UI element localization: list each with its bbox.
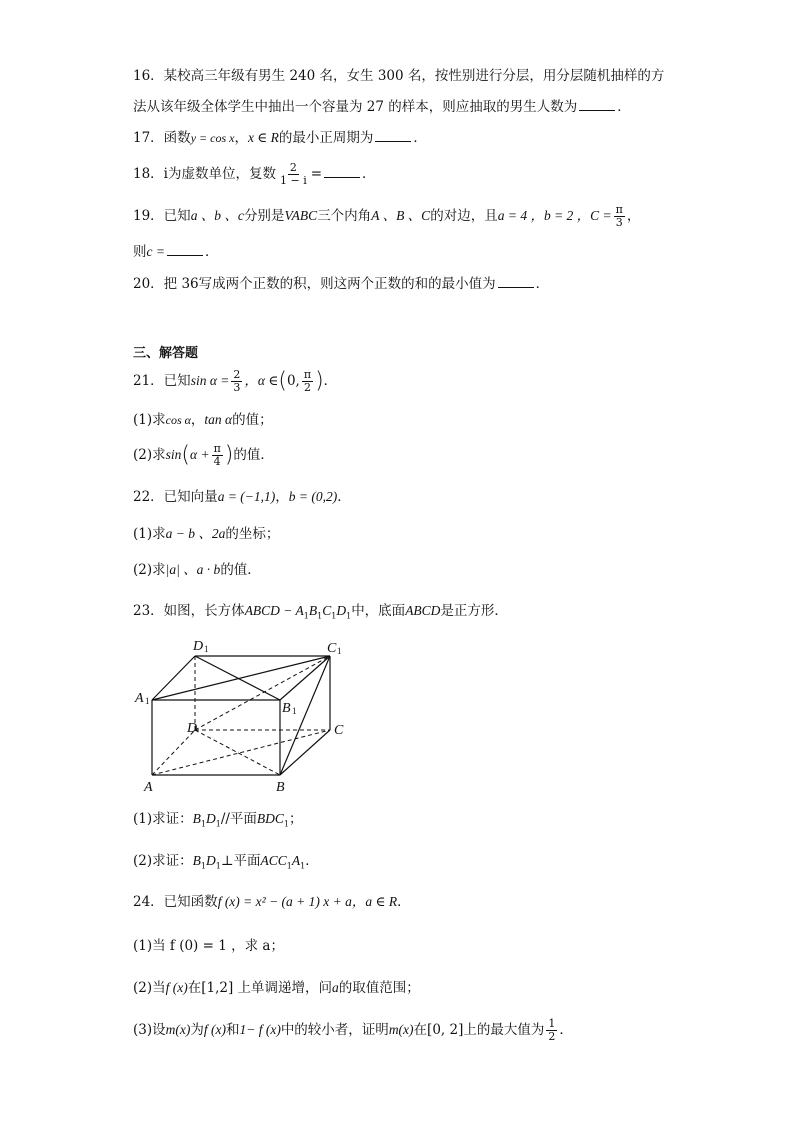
q19-angles: A 、B 、C	[371, 208, 431, 223]
q24-p3-prefix: (3)设	[133, 1022, 166, 1038]
q21-part1	[133, 410, 273, 430]
q22-end: ．	[337, 489, 351, 505]
subscript: 1	[303, 611, 309, 621]
q23-solid2: B	[308, 603, 318, 618]
q23-mid: 中，底面	[351, 603, 406, 619]
q24-p3-and: 和	[225, 1022, 240, 1038]
label-C: C	[334, 723, 344, 738]
q22-p2-prefix: (2)求	[133, 562, 166, 578]
q18-line	[133, 161, 376, 187]
q19-fraction	[614, 204, 625, 229]
q22-mid: ，	[275, 489, 289, 505]
q23-p2-line: B	[192, 853, 201, 868]
label-D1: D	[193, 639, 204, 654]
q24-p3-fx: f (x)	[203, 1022, 226, 1037]
q16-end: ．	[617, 99, 631, 115]
q21-p2-prefix: (2)求	[133, 447, 166, 463]
answer-blank[interactable]	[375, 129, 411, 142]
q24-prefix: 24．已知函数	[133, 894, 218, 910]
q17-domain: x ∈ R	[247, 130, 279, 145]
label-B1-sub: 1	[292, 706, 297, 716]
q21-p1-end: 的值；	[232, 412, 273, 428]
q23-line	[133, 601, 508, 627]
q24-p1: (1)当 f (0) = 1 ，求 a；	[133, 938, 284, 954]
q18-fraction	[278, 162, 309, 187]
q17-mid: ，	[234, 130, 248, 146]
q23-p1-sym: //	[220, 811, 230, 827]
answer-blank[interactable]	[167, 243, 203, 256]
subscript: 1	[200, 819, 206, 829]
q22-prefix: 22．已知向量	[133, 489, 218, 505]
q21-int-fraction	[302, 369, 313, 394]
q21-end: ．	[323, 373, 338, 389]
q23-part1	[133, 809, 303, 835]
q19-line2-var: c =	[146, 244, 165, 259]
left-paren: (	[181, 442, 190, 468]
q18-num: 2	[289, 161, 297, 174]
q19-text2: 三个内角	[317, 208, 372, 224]
q22-b-def: b = (0,2)	[288, 489, 338, 504]
q24-p3-interval: [0, 2]	[427, 1022, 464, 1038]
q24-p3-mx2: m(x)	[388, 1022, 414, 1037]
q24-p3-num: 1	[548, 1017, 556, 1030]
q24-p2-a: a	[332, 980, 339, 995]
answer-blank[interactable]	[498, 275, 534, 288]
q21-line	[133, 366, 337, 397]
q20-line	[133, 274, 549, 294]
q23-prefix: 23．如图，长方体	[133, 603, 245, 619]
q24-p3-text: 为	[190, 1022, 204, 1038]
q23-p1-plane: 平面	[229, 811, 257, 827]
subscript: 1	[200, 861, 206, 871]
q23-part2	[133, 851, 319, 877]
q21-int-num: π	[303, 368, 312, 381]
q24-part2	[133, 978, 420, 998]
q23-solid3: C	[322, 603, 332, 618]
q24-p3-end: ．	[559, 1022, 573, 1038]
label-C1: C	[327, 641, 337, 656]
q17-prefix: 17．函数	[133, 130, 191, 146]
q18-den: 1 − i	[280, 174, 307, 187]
q23-end: 是正方形．	[440, 603, 508, 619]
q19-mid: 分别是	[243, 208, 285, 224]
q23-p2-end: ．	[305, 853, 319, 869]
q24-p3-expr: 1− f (x)	[239, 1022, 281, 1037]
q21-p1-prefix: (1)求	[133, 412, 166, 428]
label-D: D	[187, 721, 198, 736]
q19-line2	[133, 242, 218, 262]
q21-p1-a: cos α	[165, 413, 191, 427]
q24-p3-text2: 中的较小者，证明	[280, 1022, 389, 1038]
q24-p2-fx: f (x)	[165, 980, 188, 995]
q22-p1-prefix: (1)求	[133, 526, 166, 542]
label-D1-sub: 1	[204, 644, 209, 654]
subscript: 1	[331, 611, 337, 621]
q24-func: f (x) = x² − (a + 1) x + a	[217, 894, 352, 909]
q24-p2-prefix: (2)当	[133, 980, 166, 996]
label-A1: A	[135, 691, 144, 706]
q23-p2-prefix: (2)求证：	[133, 853, 193, 869]
right-paren: )	[224, 442, 234, 468]
subscript: 1	[215, 819, 221, 829]
q23-p2-plane-name2: A	[291, 853, 301, 868]
q24-end: ．	[397, 894, 411, 910]
q23-p1-end: ；	[289, 811, 303, 827]
q23-p1-plane-name: BDC	[256, 811, 284, 826]
q21-sin: sin α =	[190, 373, 230, 388]
q16-text2: 法从该年级全体学生中抽出一个容量为 27 的样本，则应抽取的男生人数为	[133, 99, 578, 115]
q23-p2-sym: ⊥	[220, 853, 234, 869]
q24-part3	[133, 1016, 573, 1044]
q18-eq: =	[310, 166, 323, 182]
q18-end: ．	[362, 166, 376, 182]
hidden-diag-BD	[195, 730, 280, 775]
q24-p3-fraction	[546, 1018, 557, 1043]
q17-line	[133, 128, 427, 148]
q20-text: 20．把 36写成两个正数的积，则这两个正数的和的最小值为	[133, 276, 496, 292]
q21-p2-den: 4	[213, 455, 221, 468]
subscript: 1	[300, 861, 306, 871]
q23-solid: ABCD − A	[244, 603, 304, 618]
subscript: 1	[317, 611, 323, 621]
label-B1: B	[282, 701, 291, 716]
q19-end: ，	[626, 208, 641, 224]
answer-blank[interactable]	[324, 165, 360, 178]
q21-mid: ，α ∈	[244, 373, 279, 388]
q21-int-den: 2	[303, 381, 311, 394]
q21-p2-fraction	[212, 443, 223, 468]
q23-p1-line2: D	[205, 811, 216, 826]
q22-p2-expr: |a| 、a · b	[165, 562, 221, 577]
q17-func: y = cos x	[190, 131, 235, 145]
q19-vars: a 、b 、c	[190, 208, 244, 223]
hidden-edge-AD	[152, 730, 195, 775]
q19-prefix: 19．已知	[133, 208, 191, 224]
q19-line2-prefix: 则	[133, 244, 147, 260]
label-A1-sub: 1	[145, 696, 150, 706]
q21-fraction	[231, 369, 242, 394]
left-paren: (	[278, 368, 287, 394]
cuboid-diagram	[130, 630, 360, 800]
q17-suffix: 的最小正周期为	[278, 130, 374, 146]
subscript: 1	[283, 819, 290, 829]
q22-a-def: a = (−1,1)	[217, 489, 276, 504]
q24-line	[133, 892, 411, 912]
q24-p3-den: 2	[548, 1030, 556, 1043]
q21-prefix: 21．已知	[133, 373, 191, 389]
q19-cond: a = 4 ，b = 2 ，C =	[497, 208, 612, 223]
q16-line1	[133, 66, 664, 86]
q21-int-left: 0,	[286, 373, 300, 389]
answer-blank[interactable]	[579, 98, 615, 111]
q23-p1-prefix: (1)求证：	[133, 811, 193, 827]
q22-p1-expr: a − b 、2a	[165, 526, 226, 541]
q21-p2-end: 的值．	[233, 447, 274, 463]
q21-p2-num: π	[213, 442, 221, 455]
q19-num: π	[615, 203, 623, 216]
q19-line2-end: ．	[204, 244, 219, 260]
label-C1-sub: 1	[337, 646, 342, 656]
label-B: B	[276, 780, 285, 795]
q16-line2	[133, 97, 631, 117]
q22-p2-end: 的值．	[220, 562, 261, 578]
q19-text3: 的对边，且	[430, 208, 498, 224]
q23-p2-plane-name: ACC	[260, 853, 287, 868]
q19-tri: VABC	[284, 208, 318, 223]
q22-part1	[133, 524, 279, 544]
q22-line	[133, 487, 351, 507]
q21-p1-mid: ，	[190, 412, 205, 428]
q24-part1	[133, 936, 284, 956]
edge-A1D1	[152, 656, 195, 700]
q21-den: 3	[233, 381, 241, 394]
diag-A1C1	[152, 656, 330, 700]
q24-p2-end: 的取值范围；	[338, 980, 420, 996]
diag-B1D1	[195, 656, 280, 700]
q23-solid4: D	[336, 603, 347, 618]
q23-p2-plane: 平面	[233, 853, 261, 869]
subscript: 1	[215, 861, 221, 871]
q21-part2	[133, 440, 274, 471]
q21-num: 2	[233, 368, 241, 381]
q21-p1-b: tan α	[204, 412, 233, 427]
q21-p2-arg: α +	[189, 447, 210, 462]
q18-prefix: 18．i为虚数单位，复数	[133, 166, 276, 182]
q24-p3-text3: 在	[413, 1022, 428, 1038]
q22-p1-end: 的坐标；	[225, 526, 280, 542]
q23-p2-line2: D	[205, 853, 216, 868]
q21-p2-sin: sin	[165, 447, 182, 462]
hidden-diag-AC	[152, 730, 330, 775]
q24-p3-text4: 上的最大值为	[463, 1022, 545, 1038]
q24-mid: ，a ∈ R	[351, 894, 398, 909]
q24-p2-mid: 在[1,2] 上单调递增，问	[187, 980, 333, 996]
label-A: A	[144, 780, 153, 795]
q24-p3-mx: m(x)	[165, 1022, 191, 1037]
q19-den: 3	[615, 216, 623, 229]
q19-line1	[133, 203, 640, 229]
right-paren: )	[315, 368, 324, 394]
subscript: 1	[286, 861, 292, 871]
q16-text1: 16．某校高三年级有男生 240 名，女生 300 名，按性别进行分层，用分层随机抽样的方	[133, 68, 665, 84]
q22-part2	[133, 560, 261, 580]
q23-base: ABCD	[405, 603, 441, 618]
q17-end: ．	[413, 130, 427, 146]
q23-p1-line: B	[192, 811, 201, 826]
q20-end: ．	[535, 276, 550, 292]
subscript: 1	[346, 611, 352, 621]
section-heading: 三、解答题	[133, 346, 199, 361]
